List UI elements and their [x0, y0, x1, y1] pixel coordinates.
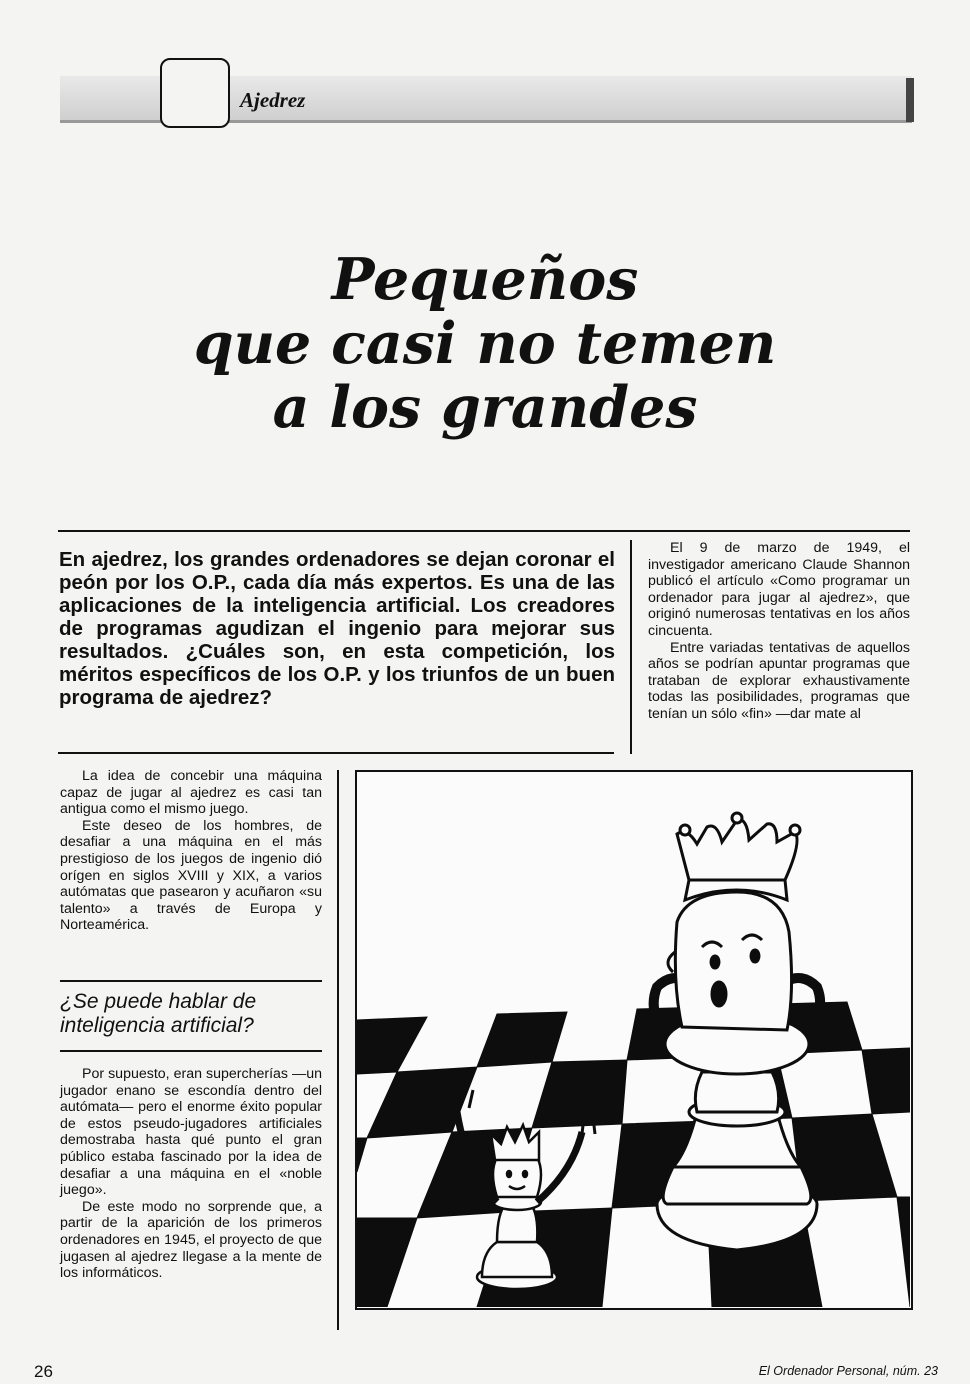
top-rule: [58, 530, 910, 532]
checkerboard: [357, 992, 910, 1307]
subheading: ¿Se puede hablar de inteligencia artificial?: [60, 990, 257, 1037]
title-line-1: Pequeños: [331, 246, 639, 313]
left-paragraph-3: Por supuesto, eran supercherías —un jugador enano se escondía dentro del autómata— pero el enorme éxito popular de estos pseudo-jugadores artificiales demostraba hasta qué punto el gran público estaba fascinado por la idea de desafiar a una máquina en el «noble juego».: [60, 1066, 322, 1199]
page-number: 26: [34, 1362, 53, 1381]
king-figure: [654, 813, 820, 1250]
subhead-top-rule: [60, 980, 322, 982]
left-paragraph-4: De este modo no sorprende que, a partir de la aparición de los primeros ordenadores en 1945, el proyecto de que jugasen al ajedrez llegase a la mente de los informáticos.: [60, 1198, 322, 1282]
article-title: [0, 248, 970, 440]
lead-paragraph: En ajedrez, los grandes ordenadores se dejan coronar el peón por los O.P., cada día más expertos. Es una de las aplicaciones de la inteligencia artificial. Los creadores de programas agudizan el ingenio para mejorar sus resultados. ¿Cuáles son, en esta competición, los méritos específicos de los O.P. y los triunfos de un buen programa de ajedrez?: [59, 548, 615, 709]
section-marker-box: [160, 58, 230, 128]
right-paragraph-2: Entre variadas tentativas de aquellos años se podrían apuntar programas que trataban de explorar exhaustivamente todas las posibilidades, programas que tenían un sólo «fin» —dar mate al: [648, 639, 910, 722]
title-line-3: a los grandes: [272, 374, 698, 441]
subhead-bottom-rule: [60, 1050, 322, 1052]
header-band-edge: [906, 78, 914, 122]
left-column: [60, 768, 322, 934]
chess-cartoon-icon: [357, 772, 910, 1307]
chess-illustration: [355, 770, 913, 1310]
column-divider: [630, 540, 632, 754]
right-paragraph-1: El 9 de marzo de 1949, el investigador americano Claude Shannon publicó el artículo «Como programar un ordenador para jugar al ajedrez», que originó numerosas tentativas en los años cincuenta.: [648, 540, 910, 639]
section-label: Ajedrez: [240, 88, 306, 112]
publication-footer: El Ordenador Personal, núm. 23: [758, 1364, 938, 1378]
left-paragraph-1: La idea de concebir una máquina capaz de jugar al ajedrez es casi tan antigua como el mismo juego.: [60, 768, 322, 818]
left-column-continued: [60, 1066, 322, 1282]
illustration-divider: [337, 770, 339, 1330]
right-column: [648, 540, 910, 723]
left-paragraph-2: Este deseo de los hombres, de desafiar a una máquina en el más prestigioso de los juegos de ingenio dió orígen en siglos XVIII y XIX, a varios autómatas que pasearon y acuñaron «su talento» a través de Europa y Norteamérica.: [60, 817, 322, 934]
lead-bottom-rule: [58, 752, 614, 754]
title-line-2: que casi no temen: [193, 310, 777, 377]
